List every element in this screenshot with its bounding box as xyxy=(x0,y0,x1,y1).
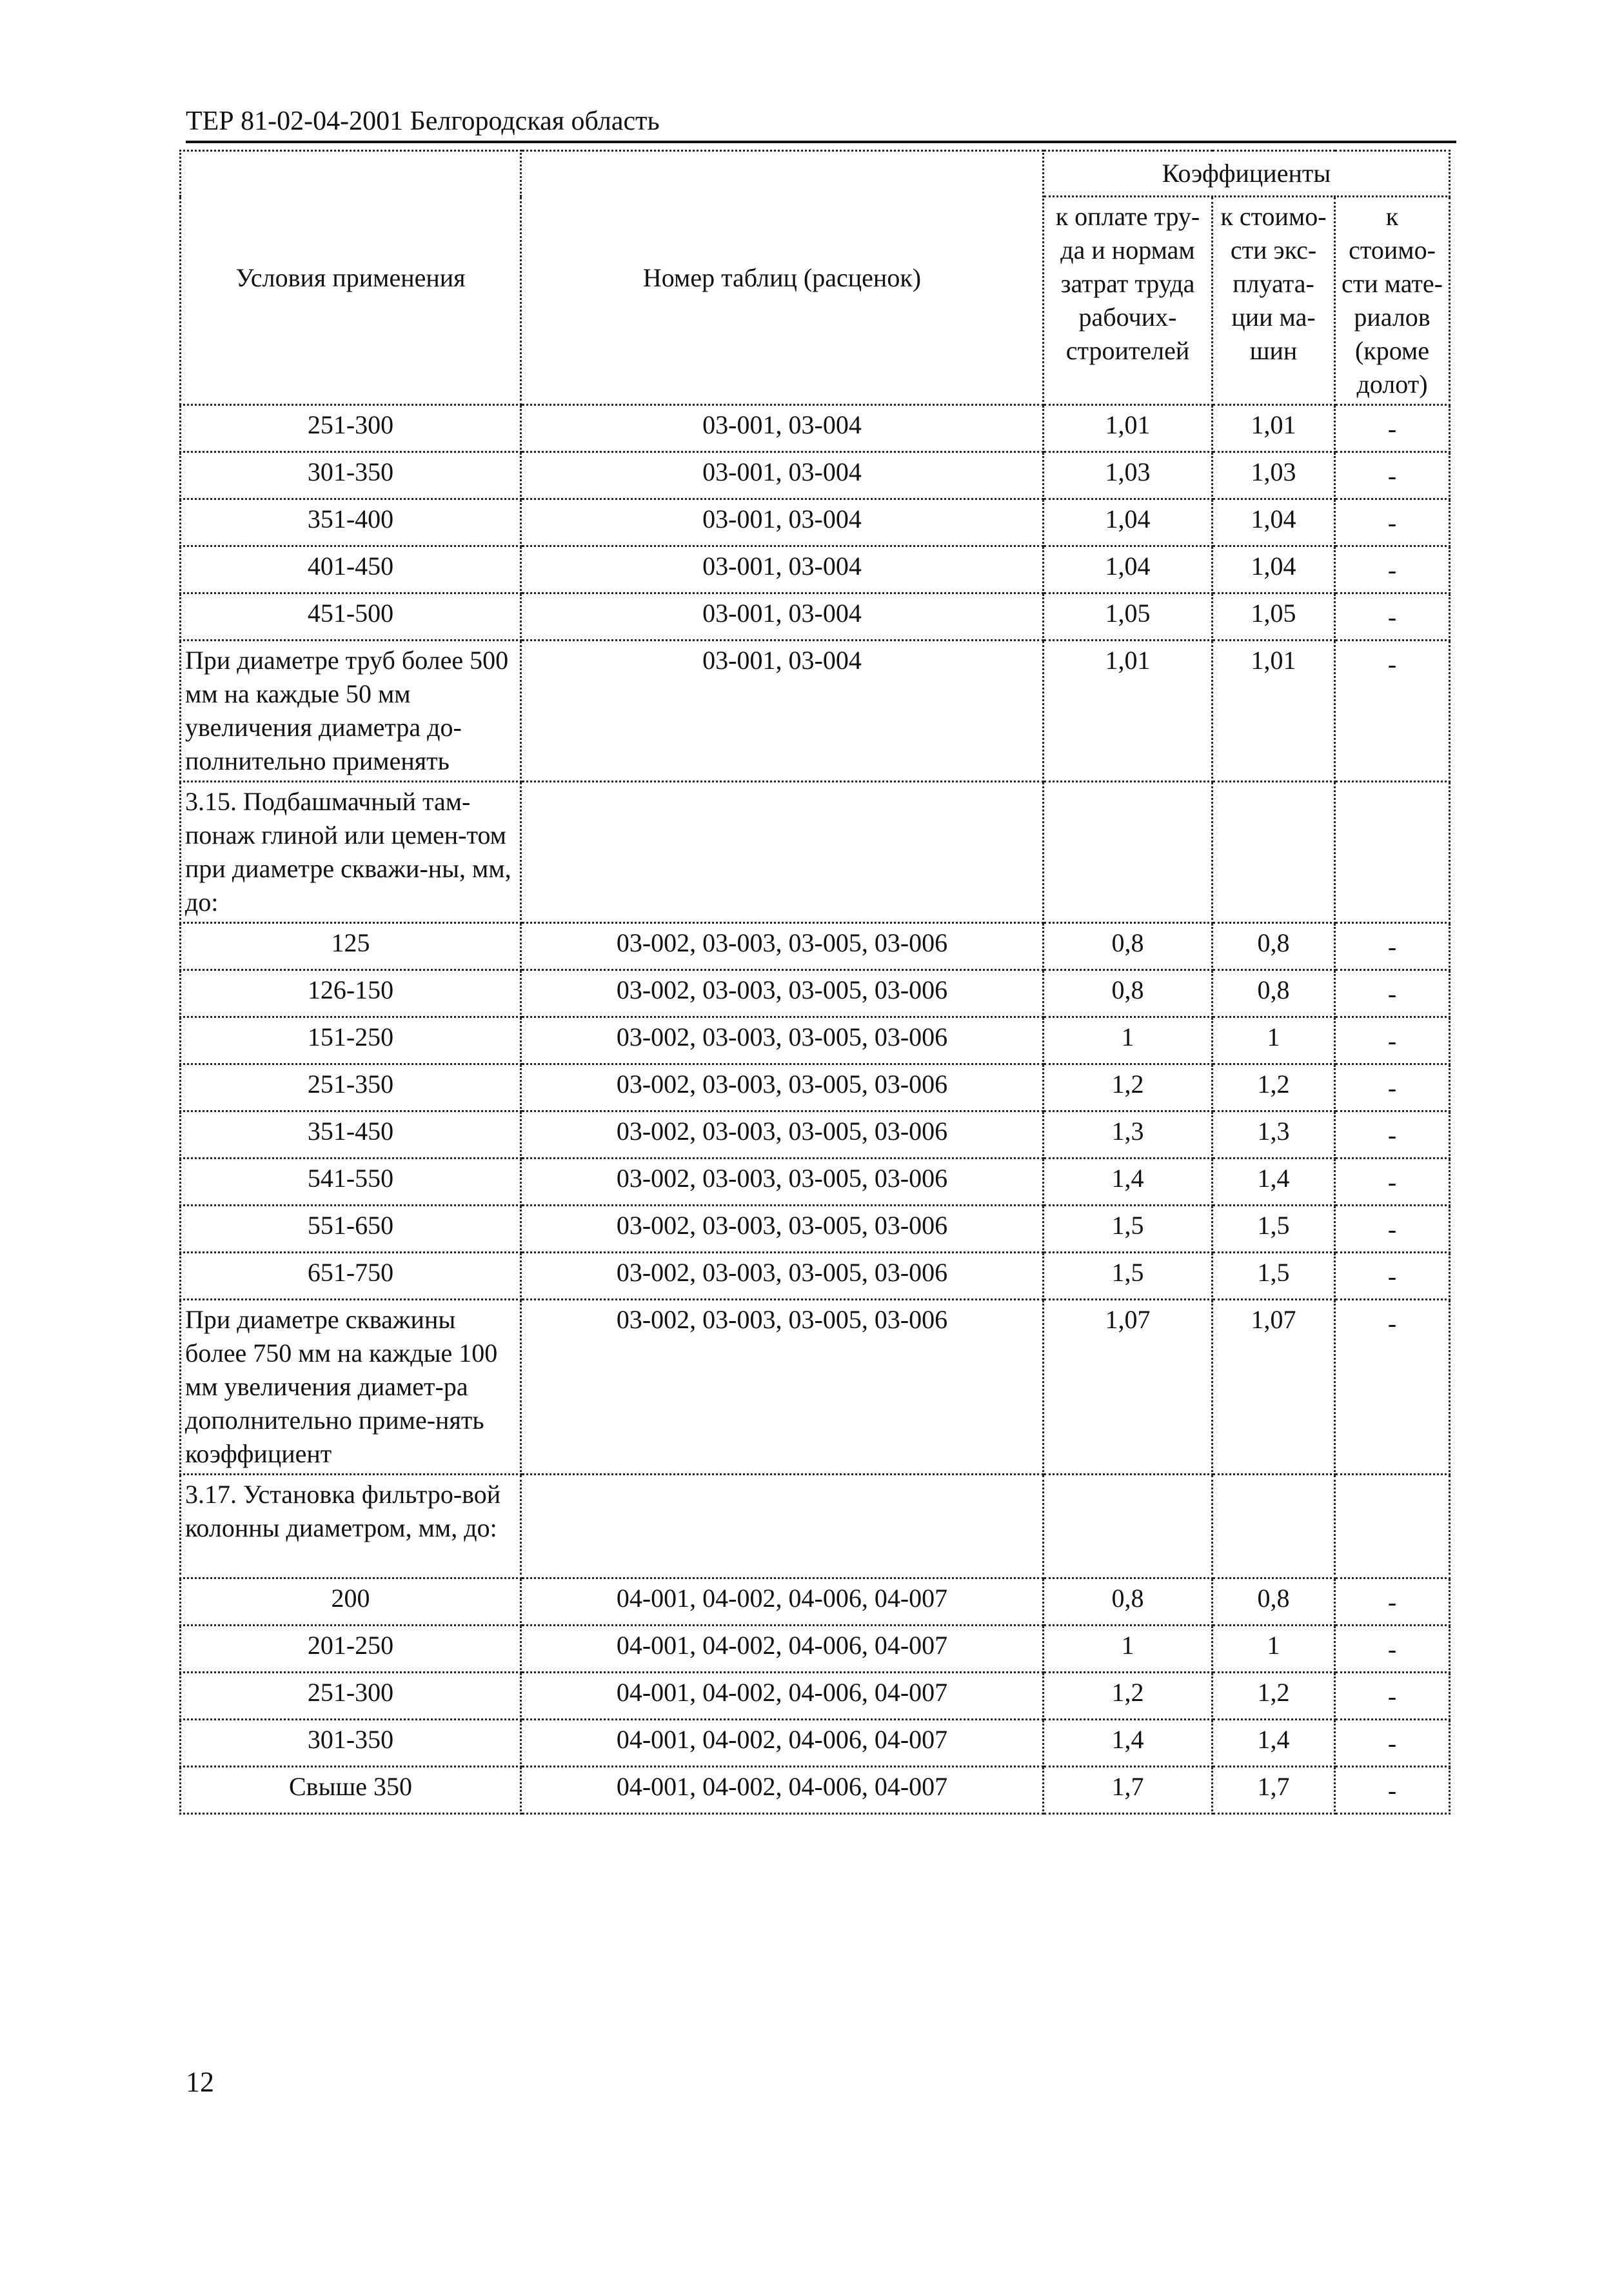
cell-table-numbers-text: 03-002, 03-003, 03-005, 03-006 xyxy=(616,1022,948,1051)
cell-coef-labor xyxy=(1044,1064,1213,1111)
cell-coef-machines-text: 1,04 xyxy=(1251,504,1296,533)
cell-coef-materials-text: - xyxy=(1387,1682,1397,1711)
cell-conditions-text: 451-500 xyxy=(307,599,394,628)
cell-coef-materials xyxy=(1335,923,1450,970)
cell-table-numbers-text: 03-002, 03-003, 03-005, 03-006 xyxy=(616,1258,948,1287)
cell-coef-machines-text: 1,3 xyxy=(1257,1117,1290,1146)
cell-coef-machines xyxy=(1213,1159,1335,1206)
cell-conditions xyxy=(181,1253,521,1300)
cell-coef-labor xyxy=(1044,1673,1213,1720)
cell-coef-materials-text: - xyxy=(1387,1073,1397,1102)
cell-coef-machines-text: 1,4 xyxy=(1257,1725,1290,1754)
table-row xyxy=(181,970,1450,1017)
cell-coef-labor xyxy=(1044,641,1213,782)
cell-table-numbers-text: 04-001, 04-002, 04-006, 04-007 xyxy=(616,1772,948,1801)
cell-table-numbers xyxy=(521,1206,1044,1253)
cell-conditions xyxy=(181,782,521,923)
table-header-row xyxy=(181,151,1450,197)
cell-coef-materials xyxy=(1335,782,1450,923)
cell-coef-materials xyxy=(1335,1017,1450,1064)
cell-coef-labor xyxy=(1044,499,1213,546)
cell-conditions xyxy=(181,499,521,546)
cell-conditions-text: 151-250 xyxy=(307,1022,394,1051)
cell-conditions xyxy=(181,1767,521,1814)
cell-coef-machines xyxy=(1213,1064,1335,1111)
cell-coef-materials xyxy=(1335,405,1450,452)
cell-table-numbers-text: 03-001, 03-004 xyxy=(702,504,862,533)
cell-coef-materials-text: - xyxy=(1387,979,1397,1008)
table-row xyxy=(181,782,1450,923)
table-row xyxy=(181,1253,1450,1300)
cell-table-numbers-text: 04-001, 04-002, 04-006, 04-007 xyxy=(616,1584,948,1613)
cell-coef-labor-text: 0,8 xyxy=(1111,928,1144,957)
cell-conditions-text: Свыше 350 xyxy=(289,1772,412,1801)
cell-coef-machines xyxy=(1213,1673,1335,1720)
cell-coef-machines xyxy=(1213,405,1335,452)
header-rule xyxy=(186,141,1456,143)
cell-coef-labor xyxy=(1044,593,1213,641)
cell-coef-materials xyxy=(1335,499,1450,546)
cell-conditions xyxy=(181,1064,521,1111)
cell-coef-materials xyxy=(1335,593,1450,641)
cell-conditions-text: 551-650 xyxy=(307,1211,394,1240)
table-row xyxy=(181,546,1450,593)
cell-table-numbers xyxy=(521,1300,1044,1475)
coefficients-table xyxy=(179,150,1451,1815)
table-row xyxy=(181,923,1450,970)
cell-coef-labor xyxy=(1044,452,1213,499)
header-coef-materials: к стоимо-сти мате-риалов (кроме долот) xyxy=(1335,197,1450,405)
cell-conditions-text: 541-550 xyxy=(307,1164,394,1193)
page-number: 12 xyxy=(186,2066,214,2098)
table-row xyxy=(181,1159,1450,1206)
cell-coef-materials xyxy=(1335,1767,1450,1814)
cell-table-numbers xyxy=(521,1111,1044,1159)
cell-coef-materials xyxy=(1335,1300,1450,1475)
cell-table-numbers-text: 03-002, 03-003, 03-005, 03-006 xyxy=(616,1070,948,1099)
cell-coef-labor-text: 1,07 xyxy=(1105,1305,1151,1334)
cell-conditions xyxy=(181,1578,521,1626)
cell-coef-machines xyxy=(1213,782,1335,923)
cell-coef-materials xyxy=(1335,1111,1450,1159)
cell-coef-labor xyxy=(1044,1720,1213,1767)
cell-coef-machines-text: 0,8 xyxy=(1257,1584,1290,1613)
cell-table-numbers-text: 03-002, 03-003, 03-005, 03-006 xyxy=(616,1305,948,1334)
cell-coef-materials xyxy=(1335,1475,1450,1578)
cell-table-numbers xyxy=(521,1578,1044,1626)
cell-coef-materials xyxy=(1335,1578,1450,1626)
cell-table-numbers-text: 03-002, 03-003, 03-005, 03-006 xyxy=(616,975,948,1004)
cell-table-numbers xyxy=(521,923,1044,970)
cell-coef-machines-text: 1,01 xyxy=(1251,410,1296,439)
cell-table-numbers xyxy=(521,1767,1044,1814)
cell-conditions xyxy=(181,1111,521,1159)
header-coef-labor: к оплате тру-да и нормам затрат труда рабочих-строителей xyxy=(1044,197,1213,405)
cell-conditions-text: 200 xyxy=(331,1584,370,1613)
cell-coef-materials-text: - xyxy=(1387,1635,1397,1664)
cell-coef-labor xyxy=(1044,1300,1213,1475)
cell-conditions xyxy=(181,452,521,499)
cell-coef-machines xyxy=(1213,970,1335,1017)
cell-conditions-text: 126-150 xyxy=(307,975,394,1004)
cell-coef-labor-text: 1,03 xyxy=(1105,457,1151,486)
cell-conditions-text: 351-400 xyxy=(307,504,394,533)
cell-coef-machines xyxy=(1213,593,1335,641)
cell-coef-machines-text: 1,5 xyxy=(1257,1258,1290,1287)
table-row xyxy=(181,1720,1450,1767)
cell-coef-machines xyxy=(1213,1626,1335,1673)
cell-coef-materials xyxy=(1335,1626,1450,1673)
cell-coef-labor-text: 1,05 xyxy=(1105,599,1151,628)
cell-table-numbers xyxy=(521,1064,1044,1111)
cell-coef-machines xyxy=(1213,641,1335,782)
cell-coef-materials-text: - xyxy=(1387,1215,1397,1244)
cell-coef-machines-text: 1,04 xyxy=(1251,552,1296,581)
cell-coef-materials-text: - xyxy=(1387,602,1397,632)
table-row xyxy=(181,593,1450,641)
cell-coef-machines-text: 1 xyxy=(1267,1022,1280,1051)
cell-coef-machines xyxy=(1213,1578,1335,1626)
cell-conditions-text: 3.17. Установка фильтро-вой колонны диаметром, мм, до: xyxy=(185,1480,501,1542)
cell-table-numbers-text: 03-001, 03-004 xyxy=(702,646,862,675)
table-row xyxy=(181,405,1450,452)
cell-coef-materials xyxy=(1335,1673,1450,1720)
cell-coef-labor xyxy=(1044,1206,1213,1253)
table-row xyxy=(181,1111,1450,1159)
cell-coef-labor-text: 0,8 xyxy=(1111,975,1144,1004)
document-header: ТЕР 81-02-04-2001 Белгородская область xyxy=(186,106,660,136)
cell-coef-machines-text: 0,8 xyxy=(1257,928,1290,957)
cell-coef-labor xyxy=(1044,782,1213,923)
cell-coef-machines xyxy=(1213,923,1335,970)
cell-coef-labor-text: 1,04 xyxy=(1105,552,1151,581)
cell-coef-labor-text: 1,04 xyxy=(1105,504,1151,533)
cell-table-numbers xyxy=(521,1720,1044,1767)
cell-coef-machines-text: 1,05 xyxy=(1251,599,1296,628)
cell-conditions-text: При диаметре труб более 500 мм на каждые 50 мм увеличения диаметра до-полнительно применять xyxy=(185,646,509,775)
cell-coef-materials-text: - xyxy=(1387,1309,1397,1338)
cell-coef-materials-text: - xyxy=(1387,414,1397,443)
cell-table-numbers-text: 03-001, 03-004 xyxy=(702,599,862,628)
cell-conditions xyxy=(181,923,521,970)
cell-table-numbers-text: 04-001, 04-002, 04-006, 04-007 xyxy=(616,1631,948,1660)
cell-table-numbers xyxy=(521,593,1044,641)
cell-conditions-text: 125 xyxy=(331,928,370,957)
cell-coef-materials-text: - xyxy=(1387,1262,1397,1291)
cell-coef-materials xyxy=(1335,1253,1450,1300)
cell-table-numbers-text: 04-001, 04-002, 04-006, 04-007 xyxy=(616,1678,948,1707)
cell-conditions xyxy=(181,1720,521,1767)
cell-coef-materials-text: - xyxy=(1387,461,1397,490)
cell-coef-labor xyxy=(1044,1017,1213,1064)
cell-coef-labor-text: 1,2 xyxy=(1111,1678,1144,1707)
cell-coef-labor-text: 0,8 xyxy=(1111,1584,1144,1613)
cell-table-numbers-text: 03-002, 03-003, 03-005, 03-006 xyxy=(616,928,948,957)
cell-table-numbers xyxy=(521,1253,1044,1300)
cell-coef-machines-text: 1,01 xyxy=(1251,646,1296,675)
cell-coef-machines xyxy=(1213,1111,1335,1159)
cell-coef-materials-text: - xyxy=(1387,555,1397,584)
table-row xyxy=(181,1017,1450,1064)
cell-coef-labor-text: 1,4 xyxy=(1111,1725,1144,1754)
cell-table-numbers-text: 03-002, 03-003, 03-005, 03-006 xyxy=(616,1164,948,1193)
cell-table-numbers xyxy=(521,1159,1044,1206)
cell-table-numbers xyxy=(521,405,1044,452)
cell-coef-materials xyxy=(1335,1720,1450,1767)
cell-coef-labor-text: 1 xyxy=(1121,1022,1134,1051)
cell-conditions-text: 251-300 xyxy=(307,1678,394,1707)
cell-conditions xyxy=(181,1159,521,1206)
cell-coef-labor xyxy=(1044,1626,1213,1673)
cell-coef-machines xyxy=(1213,452,1335,499)
header-coefficients: Коэффициенты xyxy=(1044,151,1450,197)
cell-table-numbers-text: 03-001, 03-004 xyxy=(702,552,862,581)
cell-coef-labor-text: 1,01 xyxy=(1105,646,1151,675)
cell-coef-materials xyxy=(1335,452,1450,499)
header-coef-machines: к стоимо-сти экс-плуата-ции ма-шин xyxy=(1213,197,1335,405)
cell-coef-machines xyxy=(1213,1475,1335,1578)
cell-coef-materials-text: - xyxy=(1387,1587,1397,1617)
cell-table-numbers xyxy=(521,782,1044,923)
cell-conditions xyxy=(181,593,521,641)
cell-coef-materials-text: - xyxy=(1387,650,1397,679)
table-row xyxy=(181,1578,1450,1626)
table-row xyxy=(181,1475,1450,1578)
cell-table-numbers xyxy=(521,1017,1044,1064)
table-row xyxy=(181,1064,1450,1111)
cell-coef-machines-text: 0,8 xyxy=(1257,975,1290,1004)
cell-coef-materials-text: - xyxy=(1387,1729,1397,1758)
cell-table-numbers-text: 03-002, 03-003, 03-005, 03-006 xyxy=(616,1211,948,1240)
cell-coef-labor xyxy=(1044,1159,1213,1206)
cell-conditions xyxy=(181,546,521,593)
cell-coef-materials xyxy=(1335,1159,1450,1206)
cell-coef-labor xyxy=(1044,1475,1213,1578)
cell-coef-machines-text: 1,03 xyxy=(1251,457,1296,486)
cell-conditions xyxy=(181,405,521,452)
cell-coef-machines xyxy=(1213,1300,1335,1475)
cell-coef-machines xyxy=(1213,499,1335,546)
cell-coef-labor xyxy=(1044,1253,1213,1300)
cell-table-numbers-text: 03-001, 03-004 xyxy=(702,457,862,486)
cell-conditions xyxy=(181,1626,521,1673)
cell-conditions-text: 651-750 xyxy=(307,1258,394,1287)
cell-table-numbers xyxy=(521,1626,1044,1673)
cell-coef-machines-text: 1,7 xyxy=(1257,1772,1290,1801)
cell-coef-labor-text: 1,5 xyxy=(1111,1258,1144,1287)
cell-coef-labor-text: 1,5 xyxy=(1111,1211,1144,1240)
cell-coef-machines xyxy=(1213,546,1335,593)
cell-table-numbers xyxy=(521,970,1044,1017)
cell-coef-machines xyxy=(1213,1720,1335,1767)
cell-table-numbers-text: 03-002, 03-003, 03-005, 03-006 xyxy=(616,1117,948,1146)
cell-table-numbers-text: 04-001, 04-002, 04-006, 04-007 xyxy=(616,1725,948,1754)
cell-coef-materials xyxy=(1335,641,1450,782)
table-row xyxy=(181,1626,1450,1673)
header-table-numbers: Номер таблиц (расценок) xyxy=(521,151,1044,405)
cell-conditions-text: 301-350 xyxy=(307,457,394,486)
table-row xyxy=(181,1206,1450,1253)
cell-table-numbers xyxy=(521,1475,1044,1578)
cell-coef-machines-text: 1,2 xyxy=(1257,1070,1290,1099)
cell-conditions-text: 401-450 xyxy=(307,552,394,581)
cell-coef-labor-text: 1,7 xyxy=(1111,1772,1144,1801)
cell-conditions-text: 3.15. Подбашмачный там-понаж глиной или цемен-том при диаметре скважи-ны, мм, до: xyxy=(185,787,511,917)
cell-coef-machines xyxy=(1213,1017,1335,1064)
cell-conditions xyxy=(181,970,521,1017)
cell-conditions xyxy=(181,1673,521,1720)
cell-table-numbers xyxy=(521,641,1044,782)
cell-coef-machines-text: 1 xyxy=(1267,1631,1280,1660)
cell-coef-labor xyxy=(1044,546,1213,593)
cell-table-numbers xyxy=(521,546,1044,593)
cell-conditions-text: 351-450 xyxy=(307,1117,394,1146)
cell-coef-labor xyxy=(1044,1767,1213,1814)
table-row xyxy=(181,452,1450,499)
cell-coef-machines xyxy=(1213,1767,1335,1814)
table-row xyxy=(181,1767,1450,1814)
cell-coef-machines xyxy=(1213,1206,1335,1253)
cell-conditions xyxy=(181,1017,521,1064)
cell-conditions xyxy=(181,1475,521,1578)
cell-coef-labor xyxy=(1044,923,1213,970)
cell-coef-machines-text: 1,5 xyxy=(1257,1211,1290,1240)
cell-coef-materials xyxy=(1335,1064,1450,1111)
cell-table-numbers-text: 03-001, 03-004 xyxy=(702,410,862,439)
cell-conditions xyxy=(181,1206,521,1253)
cell-coef-labor xyxy=(1044,1578,1213,1626)
cell-coef-labor-text: 1,3 xyxy=(1111,1117,1144,1146)
cell-table-numbers xyxy=(521,1673,1044,1720)
cell-conditions xyxy=(181,641,521,782)
header-conditions: Условия применения xyxy=(181,151,521,405)
cell-coef-labor xyxy=(1044,1111,1213,1159)
cell-conditions-text: 301-350 xyxy=(307,1725,394,1754)
cell-coef-labor-text: 1,4 xyxy=(1111,1164,1144,1193)
cell-coef-materials-text: - xyxy=(1387,1168,1397,1197)
table-row xyxy=(181,499,1450,546)
cell-coef-materials-text: - xyxy=(1387,1776,1397,1805)
table-row xyxy=(181,1300,1450,1475)
cell-coef-labor xyxy=(1044,970,1213,1017)
cell-coef-machines-text: 1,4 xyxy=(1257,1164,1290,1193)
cell-coef-labor-text: 1,2 xyxy=(1111,1070,1144,1099)
table-row xyxy=(181,641,1450,782)
cell-coef-materials-text: - xyxy=(1387,1120,1397,1149)
cell-coef-machines-text: 1,2 xyxy=(1257,1678,1290,1707)
table-row xyxy=(181,1673,1450,1720)
cell-conditions-text: 201-250 xyxy=(307,1631,394,1660)
cell-conditions-text: 251-300 xyxy=(307,410,394,439)
cell-coef-materials xyxy=(1335,546,1450,593)
cell-coef-machines xyxy=(1213,1253,1335,1300)
cell-conditions-text: 251-350 xyxy=(307,1070,394,1099)
cell-coef-materials xyxy=(1335,970,1450,1017)
cell-coef-materials-text: - xyxy=(1387,1026,1397,1055)
cell-conditions xyxy=(181,1300,521,1475)
cell-coef-machines-text: 1,07 xyxy=(1251,1305,1296,1334)
cell-coef-materials-text: - xyxy=(1387,932,1397,961)
cell-table-numbers xyxy=(521,452,1044,499)
cell-coef-materials-text: - xyxy=(1387,508,1397,537)
cell-table-numbers xyxy=(521,499,1044,546)
cell-coef-labor xyxy=(1044,405,1213,452)
cell-coef-labor-text: 1 xyxy=(1121,1631,1134,1660)
cell-coef-materials xyxy=(1335,1206,1450,1253)
cell-conditions-text: При диаметре скважины более 750 мм на каждые 100 мм увеличения диамет-ра дополнительно приме-нять коэффициент xyxy=(185,1305,498,1468)
cell-coef-labor-text: 1,01 xyxy=(1105,410,1151,439)
